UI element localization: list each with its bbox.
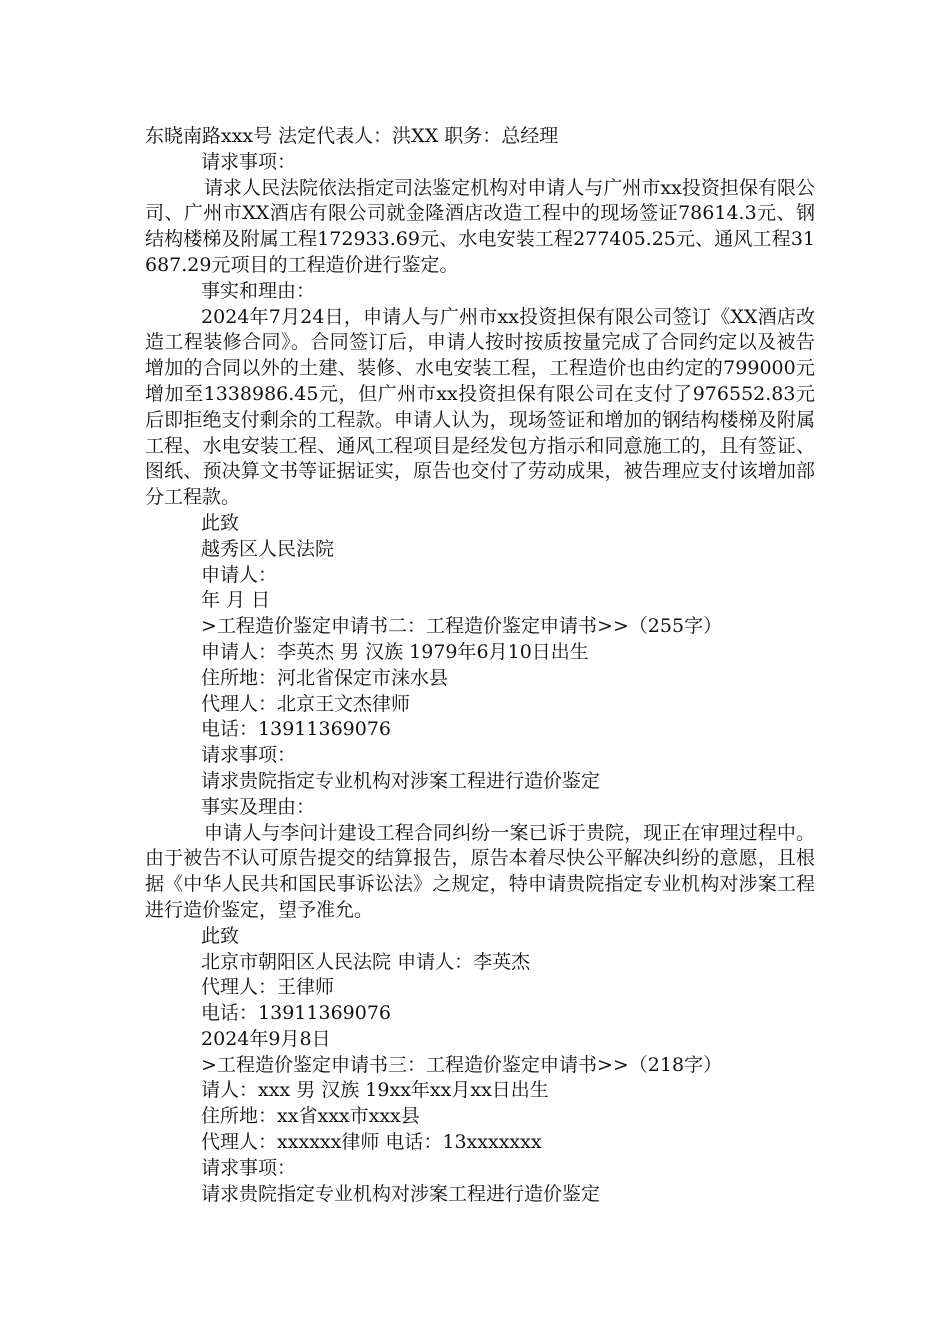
paragraph: 东晓南路xxx号 法定代表人：洪XX 职务：总经理	[145, 125, 559, 147]
paragraph: 电话：13911369076	[201, 718, 392, 741]
paragraph: >工程造价鉴定申请书二：工程造价鉴定申请书>>（255字）	[201, 615, 723, 638]
paragraph: 代理人：王律师	[201, 976, 335, 999]
paragraph: 请求贵院指定专业机构对涉案工程进行造价鉴定	[201, 769, 601, 792]
paragraph: 申请人：李英杰 男 汉族 1979年6月10日出生	[201, 640, 589, 663]
paragraph: 住所地：xx省xxx市xxx县	[201, 1105, 420, 1128]
paragraph: 请求事项：	[201, 1156, 297, 1179]
paragraph: 代理人：北京王文杰律师	[201, 692, 411, 715]
paragraph: 事实及理由：	[201, 795, 316, 818]
paragraph: 2024年9月8日	[201, 1027, 331, 1050]
paragraph: 请人：xxx 男 汉族 19xx年xx月xx日出生	[201, 1079, 549, 1102]
paragraph: 年 月 日	[201, 589, 271, 612]
paragraph: 申请人与李问计建设工程合同纠纷一案已诉于贵院，现正在审理过程中。由于被告不认可原告提交的结算报告，原告本着尽快公平解决纠纷的意愿，且根据《中华人民共和国民事诉讼法》之规定，特申请贵院指定专业机构对涉案工程进行造价鉴定，望予准允。	[145, 821, 815, 921]
paragraph: 2024年7月24日，申请人与广州市xx投资担保有限公司签订《XX酒店改造工程装修合同》。合同签订后，申请人按时按质按量完成了合同约定以及被告增加的合同以外的土建、装修、水电安装工程，工程造价也由约定的799000元增加至1338986.45元，但广州市xx投资担保有限公司在支付了976552.83元后即拒绝支付剩余的工程款。申请人认为，现场签证和增加的钢结构楼梯及附属工程、水电安装工程、通风工程项目是经发包方指示和同意施工的，且有签证、图纸、预决算文书等证据证实，原告也交付了劳动成果，被告理应支付该增加部分工程款。	[145, 305, 815, 509]
paragraph: 代理人：xxxxxx律师 电话：13xxxxxxx	[201, 1131, 542, 1154]
paragraph: 越秀区人民法院	[201, 537, 335, 560]
document-body	[145, 124, 815, 1207]
paragraph: 事实和理由：	[201, 279, 316, 302]
paragraph: 住所地：河北省保定市涞水县	[201, 666, 449, 689]
paragraph: 申请人：	[201, 563, 278, 586]
paragraph: 此致	[201, 511, 240, 534]
paragraph: 请求人民法院依法指定司法鉴定机构对申请人与广州市xx投资担保有限公司、广州市XX酒店有限公司就金隆酒店改造工程中的现场签证78614.3元、钢结构楼梯及附属工程172933.69元、水电安装工程277405.25元、通风工程31687.29元项目的工程造价进行鉴定。	[145, 176, 815, 276]
paragraph: 此致	[201, 924, 240, 947]
paragraph: 北京市朝阳区人民法院 申请人：李英杰	[201, 950, 531, 973]
paragraph: 请求事项：	[201, 150, 297, 173]
paragraph: 电话：13911369076	[201, 1002, 392, 1025]
paragraph: 请求事项：	[201, 744, 297, 767]
paragraph: 请求贵院指定专业机构对涉案工程进行造价鉴定	[201, 1182, 601, 1205]
paragraph: >工程造价鉴定申请书三：工程造价鉴定申请书>>（218字）	[201, 1053, 723, 1076]
